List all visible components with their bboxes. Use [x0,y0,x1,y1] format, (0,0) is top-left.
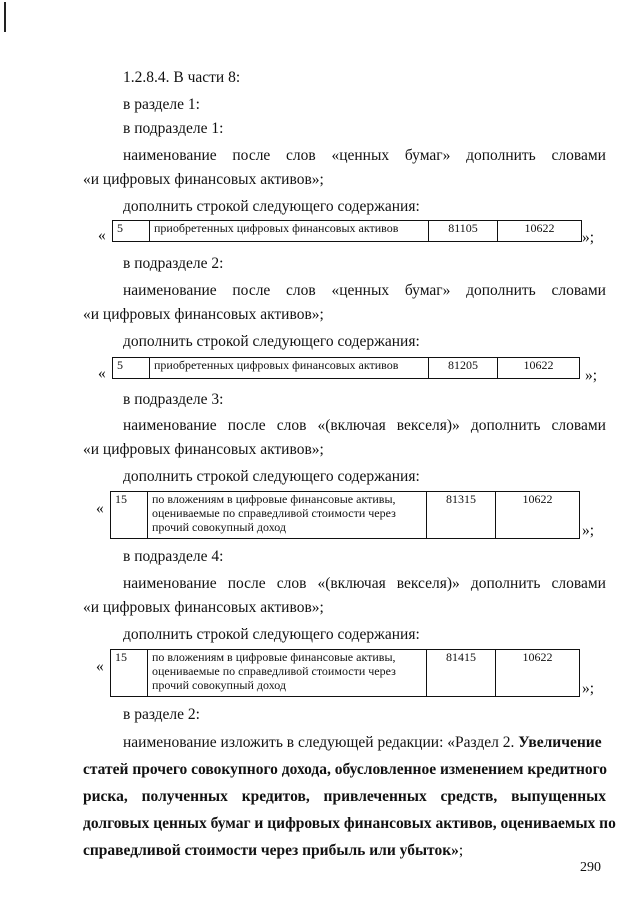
row-code: 81415 [427,650,496,697]
word: словами [551,575,606,592]
row-name: приобретенных цифровых финансовых активов [150,221,429,242]
table-row-4 [110,649,580,697]
add-row-instruction-2: дополнить строкой следующего содержания: [123,333,420,350]
normal-text: ; [458,842,464,859]
word: «(включая [317,417,386,434]
word: средств, [440,788,498,805]
word: после [232,147,271,164]
word: после [227,417,266,434]
add-row-instruction-3: дополнить строкой следующего содержания: [123,468,420,485]
open-quote: « [98,365,106,382]
table-row-2 [112,357,580,379]
word: полученных [141,788,228,805]
row-value: 10622 [498,358,580,379]
section-2-heading-line-5 [83,841,463,861]
subsection-3-label: в подразделе 3: [123,391,224,408]
word: после [232,282,271,299]
instruction-line-2-cont: «и цифровых финансовых активов»; [83,306,324,323]
word: словами [551,147,606,164]
word: наименование [123,282,217,299]
word: слов [276,575,307,592]
instruction-line-1 [123,146,606,166]
word: дополнить [470,417,541,434]
instruction-line-4-cont: «и цифровых финансовых активов»; [83,599,324,616]
add-row-instruction-4: дополнить строкой следующего содержания: [123,626,420,643]
word: бумаг» [404,282,451,299]
table-row-3 [110,491,580,539]
section-2-heading-line-4: долговых ценных бумаг и цифровых финансовых активов, оцениваемых по [83,815,616,832]
section-2-heading-line-1 [123,733,602,753]
row-number: 15 [111,492,148,539]
word: дополнить [466,147,536,164]
row-code: 81205 [429,358,498,379]
instruction-line-2 [123,281,606,301]
section-2-heading-line-3 [83,787,606,807]
instruction-line-3 [123,416,606,436]
word: наименование [123,417,217,434]
row-value: 10622 [498,221,582,242]
row-number: 15 [111,650,148,697]
word: кредитов, [241,788,310,805]
word: дополнить [470,575,541,592]
word: риска, [83,788,128,805]
word: наименование [123,575,217,592]
open-quote: « [96,658,104,675]
word: после [227,575,266,592]
open-quote: « [98,227,106,244]
page-number: 290 [580,860,601,875]
instruction-line-1-cont: «и цифровых финансовых активов»; [83,171,324,188]
section-2-label: в разделе 2: [123,706,200,723]
word: словами [551,417,606,434]
row-name: по вложениям в цифровые финансовые активы, оцениваемые по справедливой стоимости через прочий совокупный доход [148,650,427,697]
bold-text: справедливой стоимости через прибыль или убыток» [83,842,459,859]
word: слов [276,417,307,434]
close-quote: »; [582,680,595,697]
close-quote: »; [582,229,595,246]
subsection-2-label: в подразделе 2: [123,255,224,272]
row-name: приобретенных цифровых финансовых активов [150,358,429,379]
item-number: 1.2.8.4. В части 8: [123,69,241,86]
word: векселя)» [396,575,460,592]
section-1-label: в разделе 1: [123,96,200,113]
close-quote: »; [582,522,595,539]
normal-text: наименование изложить в следующей редакции: «Раздел 2. [123,734,519,751]
word: «ценных [331,282,390,299]
word: выпущенных [511,788,606,805]
table-row-1 [112,220,582,242]
subsection-4-label: в подразделе 4: [123,548,224,565]
word: наименование [123,147,217,164]
row-value: 10622 [496,650,580,697]
bold-text: Увеличение [518,734,602,751]
row-code: 81315 [427,492,496,539]
subsection-1-label: в подразделе 1: [123,120,224,137]
scan-edge-mark [4,2,6,32]
add-row-instruction-1: дополнить строкой следующего содержания: [123,198,420,215]
row-number: 5 [113,358,150,379]
word: слов [286,282,316,299]
row-name: по вложениям в цифровые финансовые активы, оцениваемые по справедливой стоимости через прочий совокупный доход [148,492,427,539]
row-code: 81105 [429,221,498,242]
close-quote: »; [585,367,598,384]
word: бумаг» [404,147,451,164]
word: дополнить [466,282,536,299]
word: «(включая [317,575,386,592]
instruction-line-4 [123,574,606,594]
word: привлеченных [323,788,427,805]
row-number: 5 [113,221,150,242]
word: векселя)» [396,417,460,434]
section-2-heading-line-2: статей прочего совокупного дохода, обусловленное изменением кредитного [83,761,608,778]
word: слов [286,147,316,164]
word: словами [551,282,606,299]
word: «ценных [331,147,390,164]
instruction-line-3-cont: «и цифровых финансовых активов»; [83,441,324,458]
row-value: 10622 [496,492,580,539]
open-quote: « [96,500,104,517]
